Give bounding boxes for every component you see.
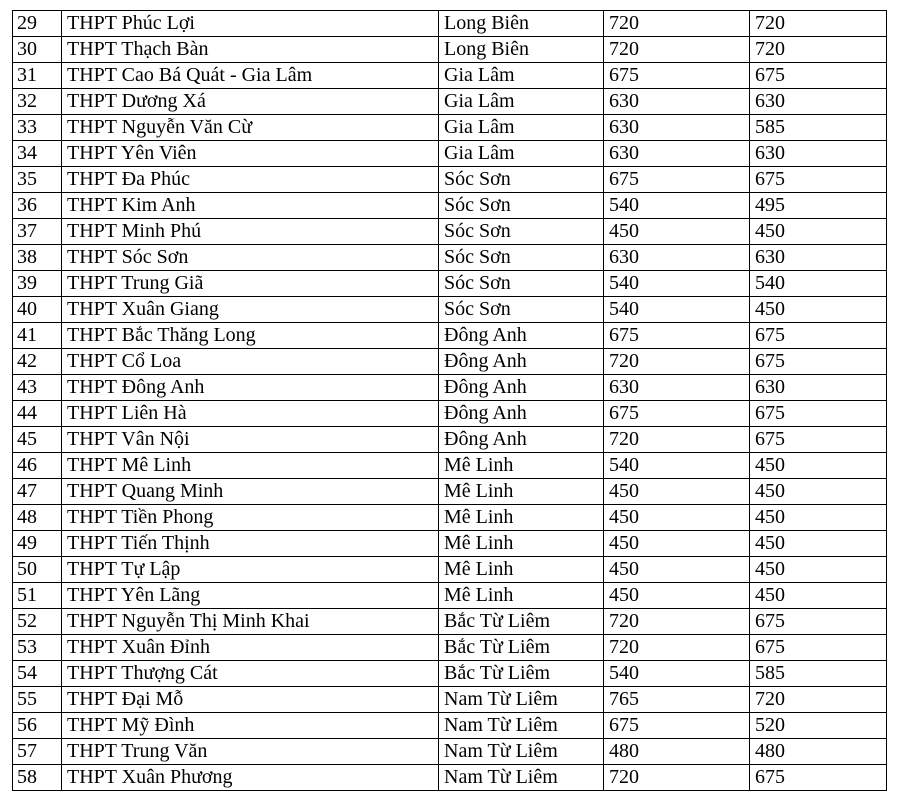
- quota-value-b: 520: [750, 713, 887, 739]
- table-row: [13, 193, 887, 219]
- table-row: [13, 401, 887, 427]
- quota-value-b: 720: [750, 11, 887, 37]
- district-name: Sóc Sơn: [439, 245, 604, 271]
- quota-value-b: 630: [750, 89, 887, 115]
- quota-value-a: 630: [604, 245, 750, 271]
- school-name: THPT Tiến Thịnh: [62, 531, 439, 557]
- quota-value-a: 675: [604, 167, 750, 193]
- quota-value-b: 720: [750, 37, 887, 63]
- district-name: Mê Linh: [439, 531, 604, 557]
- school-name: THPT Đại Mỗ: [62, 687, 439, 713]
- row-number: 53: [13, 635, 62, 661]
- quota-value-b: 495: [750, 193, 887, 219]
- school-quota-table: [12, 10, 887, 791]
- quota-value-b: 585: [750, 661, 887, 687]
- table-row: [13, 323, 887, 349]
- row-number: 39: [13, 271, 62, 297]
- school-name: THPT Minh Phú: [62, 219, 439, 245]
- quota-value-b: 450: [750, 531, 887, 557]
- quota-value-a: 450: [604, 531, 750, 557]
- table-row: [13, 739, 887, 765]
- district-name: Đông Anh: [439, 323, 604, 349]
- school-name: THPT Sóc Sơn: [62, 245, 439, 271]
- quota-value-a: 720: [604, 635, 750, 661]
- quota-value-b: 675: [750, 349, 887, 375]
- district-name: Đông Anh: [439, 375, 604, 401]
- school-name: THPT Kim Anh: [62, 193, 439, 219]
- district-name: Sóc Sơn: [439, 167, 604, 193]
- school-name: THPT Trung Văn: [62, 739, 439, 765]
- district-name: Mê Linh: [439, 557, 604, 583]
- row-number: 45: [13, 427, 62, 453]
- row-number: 58: [13, 765, 62, 791]
- quota-value-a: 675: [604, 323, 750, 349]
- quota-value-a: 630: [604, 141, 750, 167]
- quota-value-a: 480: [604, 739, 750, 765]
- quota-value-a: 630: [604, 375, 750, 401]
- row-number: 51: [13, 583, 62, 609]
- table-row: [13, 271, 887, 297]
- row-number: 52: [13, 609, 62, 635]
- table-row: [13, 245, 887, 271]
- quota-value-b: 480: [750, 739, 887, 765]
- row-number: 36: [13, 193, 62, 219]
- quota-value-a: 540: [604, 297, 750, 323]
- quota-value-a: 630: [604, 89, 750, 115]
- district-name: Mê Linh: [439, 583, 604, 609]
- district-name: Sóc Sơn: [439, 297, 604, 323]
- school-name: THPT Nguyễn Thị Minh Khai: [62, 609, 439, 635]
- row-number: 34: [13, 141, 62, 167]
- district-name: Bắc Từ Liêm: [439, 609, 604, 635]
- school-name: THPT Tự Lập: [62, 557, 439, 583]
- school-name: THPT Thạch Bàn: [62, 37, 439, 63]
- quota-value-a: 540: [604, 271, 750, 297]
- row-number: 42: [13, 349, 62, 375]
- document-page: [12, 10, 887, 791]
- school-name: THPT Xuân Phương: [62, 765, 439, 791]
- table-row: [13, 531, 887, 557]
- school-name: THPT Quang Minh: [62, 479, 439, 505]
- table-row: [13, 115, 887, 141]
- district-name: Gia Lâm: [439, 63, 604, 89]
- quota-value-a: 720: [604, 349, 750, 375]
- quota-value-a: 720: [604, 427, 750, 453]
- row-number: 29: [13, 11, 62, 37]
- row-number: 37: [13, 219, 62, 245]
- row-number: 31: [13, 63, 62, 89]
- district-name: Đông Anh: [439, 401, 604, 427]
- table-body: [13, 11, 887, 791]
- table-row: [13, 427, 887, 453]
- table-row: [13, 141, 887, 167]
- row-number: 50: [13, 557, 62, 583]
- row-number: 41: [13, 323, 62, 349]
- quota-value-b: 630: [750, 141, 887, 167]
- quota-value-a: 765: [604, 687, 750, 713]
- quota-value-b: 675: [750, 609, 887, 635]
- school-name: THPT Xuân Giang: [62, 297, 439, 323]
- district-name: Sóc Sơn: [439, 219, 604, 245]
- quota-value-a: 540: [604, 453, 750, 479]
- quota-value-b: 630: [750, 245, 887, 271]
- quota-value-b: 675: [750, 765, 887, 791]
- quota-value-a: 675: [604, 63, 750, 89]
- row-number: 38: [13, 245, 62, 271]
- table-row: [13, 89, 887, 115]
- quota-value-a: 720: [604, 609, 750, 635]
- quota-value-a: 450: [604, 505, 750, 531]
- quota-value-b: 675: [750, 401, 887, 427]
- school-name: THPT Thượng Cát: [62, 661, 439, 687]
- school-name: THPT Vân Nội: [62, 427, 439, 453]
- quota-value-b: 675: [750, 635, 887, 661]
- row-number: 47: [13, 479, 62, 505]
- school-name: THPT Mỹ Đình: [62, 713, 439, 739]
- table-row: [13, 583, 887, 609]
- quota-value-b: 450: [750, 479, 887, 505]
- table-row: [13, 765, 887, 791]
- table-row: [13, 505, 887, 531]
- school-name: THPT Mê Linh: [62, 453, 439, 479]
- district-name: Long Biên: [439, 37, 604, 63]
- table-row: [13, 453, 887, 479]
- table-row: [13, 713, 887, 739]
- quota-value-a: 450: [604, 557, 750, 583]
- school-name: THPT Tiền Phong: [62, 505, 439, 531]
- district-name: Gia Lâm: [439, 141, 604, 167]
- quota-value-a: 450: [604, 583, 750, 609]
- quota-value-b: 450: [750, 453, 887, 479]
- quota-value-b: 675: [750, 323, 887, 349]
- table-row: [13, 635, 887, 661]
- quota-value-a: 720: [604, 765, 750, 791]
- table-row: [13, 11, 887, 37]
- table-row: [13, 687, 887, 713]
- row-number: 30: [13, 37, 62, 63]
- table-row: [13, 297, 887, 323]
- district-name: Nam Từ Liêm: [439, 687, 604, 713]
- table-row: [13, 661, 887, 687]
- quota-value-a: 540: [604, 193, 750, 219]
- school-name: THPT Liên Hà: [62, 401, 439, 427]
- quota-value-b: 450: [750, 219, 887, 245]
- district-name: Sóc Sơn: [439, 271, 604, 297]
- quota-value-b: 450: [750, 583, 887, 609]
- table-row: [13, 167, 887, 193]
- school-name: THPT Yên Viên: [62, 141, 439, 167]
- table-row: [13, 63, 887, 89]
- district-name: Sóc Sơn: [439, 193, 604, 219]
- table-row: [13, 609, 887, 635]
- table-row: [13, 375, 887, 401]
- row-number: 48: [13, 505, 62, 531]
- quota-value-a: 450: [604, 479, 750, 505]
- district-name: Bắc Từ Liêm: [439, 661, 604, 687]
- quota-value-b: 450: [750, 557, 887, 583]
- row-number: 46: [13, 453, 62, 479]
- quota-value-b: 540: [750, 271, 887, 297]
- quota-value-b: 585: [750, 115, 887, 141]
- table-row: [13, 557, 887, 583]
- district-name: Mê Linh: [439, 505, 604, 531]
- table-row: [13, 219, 887, 245]
- school-name: THPT Đông Anh: [62, 375, 439, 401]
- district-name: Nam Từ Liêm: [439, 739, 604, 765]
- row-number: 35: [13, 167, 62, 193]
- quota-value-b: 450: [750, 505, 887, 531]
- row-number: 55: [13, 687, 62, 713]
- quota-value-b: 675: [750, 167, 887, 193]
- school-name: THPT Bắc Thăng Long: [62, 323, 439, 349]
- school-name: THPT Yên Lãng: [62, 583, 439, 609]
- row-number: 33: [13, 115, 62, 141]
- row-number: 56: [13, 713, 62, 739]
- district-name: Nam Từ Liêm: [439, 765, 604, 791]
- quota-value-b: 720: [750, 687, 887, 713]
- school-name: THPT Cổ Loa: [62, 349, 439, 375]
- district-name: Long Biên: [439, 11, 604, 37]
- school-name: THPT Đa Phúc: [62, 167, 439, 193]
- quota-value-a: 450: [604, 219, 750, 245]
- table-row: [13, 349, 887, 375]
- table-row: [13, 37, 887, 63]
- quota-value-b: 675: [750, 63, 887, 89]
- district-name: Nam Từ Liêm: [439, 713, 604, 739]
- district-name: Đông Anh: [439, 427, 604, 453]
- row-number: 44: [13, 401, 62, 427]
- school-name: THPT Dương Xá: [62, 89, 439, 115]
- district-name: Mê Linh: [439, 479, 604, 505]
- district-name: Mê Linh: [439, 453, 604, 479]
- quota-value-a: 675: [604, 401, 750, 427]
- quota-value-a: 630: [604, 115, 750, 141]
- row-number: 40: [13, 297, 62, 323]
- school-name: THPT Xuân Đỉnh: [62, 635, 439, 661]
- quota-value-b: 630: [750, 375, 887, 401]
- row-number: 54: [13, 661, 62, 687]
- quota-value-a: 720: [604, 11, 750, 37]
- quota-value-a: 720: [604, 37, 750, 63]
- quota-value-a: 675: [604, 713, 750, 739]
- quota-value-a: 540: [604, 661, 750, 687]
- school-name: THPT Cao Bá Quát - Gia Lâm: [62, 63, 439, 89]
- district-name: Bắc Từ Liêm: [439, 635, 604, 661]
- district-name: Đông Anh: [439, 349, 604, 375]
- table-row: [13, 479, 887, 505]
- quota-value-b: 675: [750, 427, 887, 453]
- school-name: THPT Nguyễn Văn Cừ: [62, 115, 439, 141]
- row-number: 32: [13, 89, 62, 115]
- school-name: THPT Trung Giã: [62, 271, 439, 297]
- district-name: Gia Lâm: [439, 115, 604, 141]
- row-number: 57: [13, 739, 62, 765]
- district-name: Gia Lâm: [439, 89, 604, 115]
- row-number: 43: [13, 375, 62, 401]
- school-name: THPT Phúc Lợi: [62, 11, 439, 37]
- quota-value-b: 450: [750, 297, 887, 323]
- row-number: 49: [13, 531, 62, 557]
